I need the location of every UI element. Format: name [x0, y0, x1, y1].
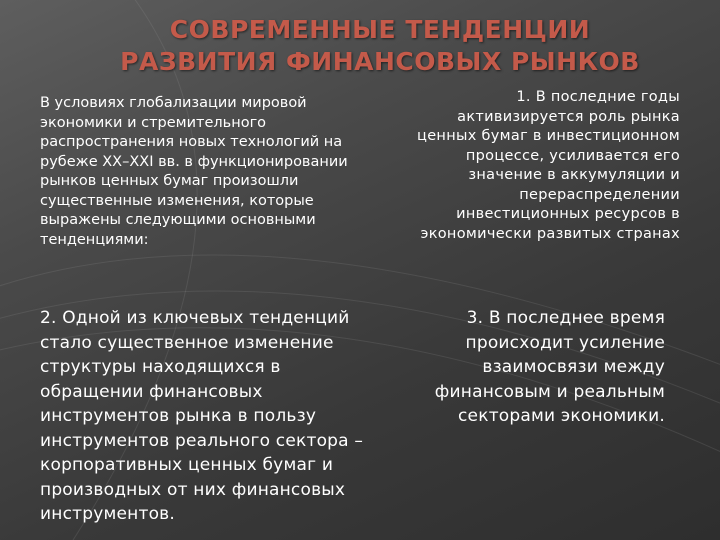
- point-3-text: 3. В последнее время происходит усиление взаимосвязи между финансовым и реальным секторами экономики.: [434, 308, 665, 426]
- point-1-text: 1. В последние годы активизируется роль рынка ценных бумаг в инвестиционном процессе, усиливается его значение в аккумуляции и перераспределении инвестиционных ресурсов в экономически развитых странах: [417, 89, 680, 242]
- slide-title: СОВРЕМЕННЫЕ ТЕНДЕНЦИИ РАЗВИТИЯ ФИНАНСОВЫХ РЫНКОВ: [120, 15, 640, 76]
- intro-text: В условиях глобализации мировой экономики и стремительного распространения новых технологий на рубеже XX–XXI вв. в функционировании рынков ценных бумаг произошли существенные изменения, которые выражены следующими основными тенденциями:: [40, 95, 348, 248]
- point-2-text: 2. Одной из ключевых тенденций стало существенное изменение структуры находящихся в обращении финансовых инструментов рынка в пользу инструментов реального сектора – корпоративных ценных бумаг и производных от них финансовых инструментов.: [40, 308, 364, 524]
